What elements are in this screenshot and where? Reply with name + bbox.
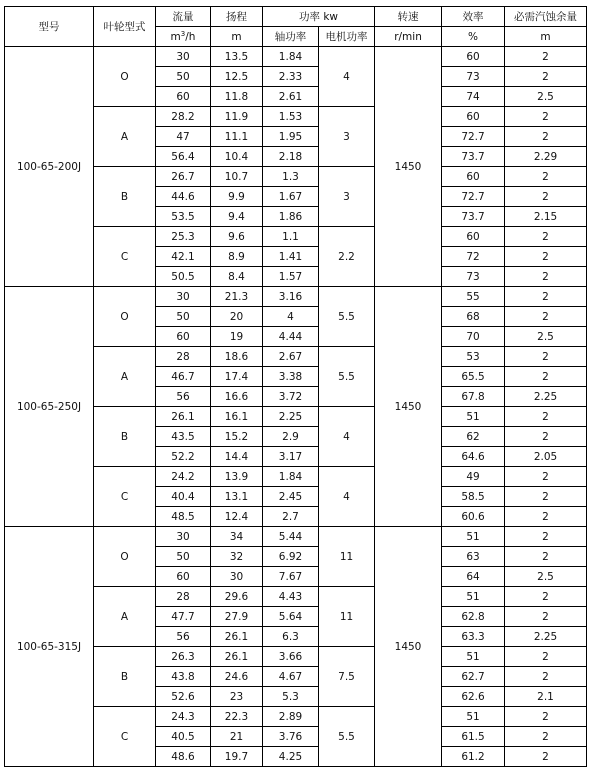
flow-cell: 50 [156, 307, 211, 327]
flow-cell: 26.1 [156, 407, 211, 427]
flow-cell: 40.4 [156, 487, 211, 507]
efficiency-cell: 49 [442, 467, 505, 487]
efficiency-cell: 61.5 [442, 727, 505, 747]
flow-cell: 52.2 [156, 447, 211, 467]
shaft-power-cell: 4.25 [263, 747, 319, 767]
flow-cell: 60 [156, 567, 211, 587]
motor-power-cell: 5.5 [319, 347, 375, 407]
head-cell: 8.9 [211, 247, 263, 267]
shaft-power-cell: 2.89 [263, 707, 319, 727]
flow-cell: 50.5 [156, 267, 211, 287]
head-cell: 24.6 [211, 667, 263, 687]
impeller-type-cell: C [94, 227, 156, 287]
flow-cell: 30 [156, 527, 211, 547]
shaft-power-cell: 2.18 [263, 147, 319, 167]
flow-cell: 43.5 [156, 427, 211, 447]
shaft-power-cell: 3.72 [263, 387, 319, 407]
header-impeller-type: 叶轮型式 [94, 7, 156, 47]
impeller-type-cell: A [94, 587, 156, 647]
shaft-power-cell: 4.43 [263, 587, 319, 607]
shaft-power-cell: 4.67 [263, 667, 319, 687]
efficiency-cell: 60 [442, 227, 505, 247]
efficiency-cell: 60 [442, 47, 505, 67]
npshr-cell: 2.29 [505, 147, 587, 167]
head-cell: 21 [211, 727, 263, 747]
header-row-1 [5, 7, 587, 27]
efficiency-cell: 68 [442, 307, 505, 327]
shaft-power-cell: 5.64 [263, 607, 319, 627]
shaft-power-cell: 2.9 [263, 427, 319, 447]
motor-power-cell: 11 [319, 587, 375, 647]
impeller-type-cell: A [94, 347, 156, 407]
flow-cell: 28 [156, 347, 211, 367]
flow-cell: 60 [156, 87, 211, 107]
head-cell: 26.1 [211, 627, 263, 647]
flow-cell: 28 [156, 587, 211, 607]
head-cell: 32 [211, 547, 263, 567]
shaft-power-cell: 1.86 [263, 207, 319, 227]
npshr-cell: 2 [505, 647, 587, 667]
motor-power-cell: 4 [319, 407, 375, 467]
head-cell: 9.9 [211, 187, 263, 207]
efficiency-cell: 63 [442, 547, 505, 567]
flow-cell: 40.5 [156, 727, 211, 747]
npshr-cell: 2 [505, 487, 587, 507]
speed-cell: 1450 [375, 287, 442, 527]
npshr-cell: 2 [505, 467, 587, 487]
flow-cell: 43.8 [156, 667, 211, 687]
efficiency-cell: 65.5 [442, 367, 505, 387]
npshr-cell: 2 [505, 247, 587, 267]
head-cell: 21.3 [211, 287, 263, 307]
motor-power-cell: 3 [319, 107, 375, 167]
npshr-cell: 2.5 [505, 567, 587, 587]
motor-power-cell: 2.2 [319, 227, 375, 287]
shaft-power-cell: 7.67 [263, 567, 319, 587]
head-cell: 27.9 [211, 607, 263, 627]
head-cell: 16.1 [211, 407, 263, 427]
npshr-cell: 2.25 [505, 627, 587, 647]
efficiency-cell: 72.7 [442, 187, 505, 207]
flow-cell: 47.7 [156, 607, 211, 627]
head-cell: 9.6 [211, 227, 263, 247]
table-row [5, 287, 587, 307]
efficiency-cell: 73 [442, 67, 505, 87]
shaft-power-cell: 2.61 [263, 87, 319, 107]
flow-cell: 30 [156, 287, 211, 307]
npshr-cell: 2 [505, 287, 587, 307]
header-power: 功率 kw [263, 7, 375, 27]
motor-power-cell: 3 [319, 167, 375, 227]
shaft-power-cell: 1.53 [263, 107, 319, 127]
efficiency-cell: 73 [442, 267, 505, 287]
efficiency-cell: 51 [442, 407, 505, 427]
shaft-power-cell: 5.44 [263, 527, 319, 547]
efficiency-cell: 67.8 [442, 387, 505, 407]
table-row [5, 527, 587, 547]
efficiency-cell: 62.7 [442, 667, 505, 687]
shaft-power-cell: 6.3 [263, 627, 319, 647]
efficiency-cell: 70 [442, 327, 505, 347]
efficiency-cell: 55 [442, 287, 505, 307]
impeller-type-cell: O [94, 527, 156, 587]
npshr-cell: 2 [505, 407, 587, 427]
head-cell: 23 [211, 687, 263, 707]
head-cell: 13.1 [211, 487, 263, 507]
npshr-cell: 2 [505, 347, 587, 367]
head-cell: 19.7 [211, 747, 263, 767]
shaft-power-cell: 1.3 [263, 167, 319, 187]
table-row [5, 47, 587, 67]
npshr-cell: 2 [505, 427, 587, 447]
head-cell: 15.2 [211, 427, 263, 447]
flow-cell: 56 [156, 627, 211, 647]
npshr-cell: 2 [505, 527, 587, 547]
head-cell: 17.4 [211, 367, 263, 387]
flow-cell: 44.6 [156, 187, 211, 207]
header-flow-unit [156, 27, 211, 47]
efficiency-cell: 53 [442, 347, 505, 367]
impeller-type-cell: B [94, 647, 156, 707]
flow-cell: 24.2 [156, 467, 211, 487]
head-cell: 11.8 [211, 87, 263, 107]
efficiency-cell: 63.3 [442, 627, 505, 647]
shaft-power-cell: 1.1 [263, 227, 319, 247]
shaft-power-cell: 1.95 [263, 127, 319, 147]
impeller-type-cell: C [94, 707, 156, 767]
shaft-power-cell: 1.84 [263, 467, 319, 487]
head-cell: 8.4 [211, 267, 263, 287]
flow-cell: 48.6 [156, 747, 211, 767]
head-cell: 10.4 [211, 147, 263, 167]
header-flow: 流量 [156, 7, 211, 27]
npshr-cell: 2.15 [505, 207, 587, 227]
efficiency-cell: 64 [442, 567, 505, 587]
efficiency-cell: 58.5 [442, 487, 505, 507]
flow-cell: 52.6 [156, 687, 211, 707]
npshr-cell: 2 [505, 667, 587, 687]
shaft-power-cell: 4.44 [263, 327, 319, 347]
head-cell: 18.6 [211, 347, 263, 367]
efficiency-cell: 74 [442, 87, 505, 107]
head-cell: 30 [211, 567, 263, 587]
efficiency-cell: 64.6 [442, 447, 505, 467]
flow-cell: 56 [156, 387, 211, 407]
npshr-cell: 2 [505, 727, 587, 747]
efficiency-cell: 60.6 [442, 507, 505, 527]
npshr-cell: 2 [505, 267, 587, 287]
shaft-power-cell: 1.41 [263, 247, 319, 267]
flow-cell: 56.4 [156, 147, 211, 167]
flow-cell: 24.3 [156, 707, 211, 727]
shaft-power-cell: 3.76 [263, 727, 319, 747]
header-speed-unit: r/min [375, 27, 442, 47]
impeller-type-cell: B [94, 407, 156, 467]
header-head-unit: m [211, 27, 263, 47]
shaft-power-cell: 3.66 [263, 647, 319, 667]
head-cell: 22.3 [211, 707, 263, 727]
efficiency-cell: 73.7 [442, 207, 505, 227]
efficiency-cell: 60 [442, 107, 505, 127]
impeller-type-cell: O [94, 47, 156, 107]
shaft-power-cell: 1.57 [263, 267, 319, 287]
npshr-cell: 2 [505, 227, 587, 247]
header-efficiency: 效率 [442, 7, 505, 27]
motor-power-cell: 7.5 [319, 647, 375, 707]
efficiency-cell: 62.6 [442, 687, 505, 707]
npshr-cell: 2 [505, 67, 587, 87]
flow-unit-suffix: /h [185, 30, 196, 43]
npshr-cell: 2.5 [505, 327, 587, 347]
npshr-cell: 2.05 [505, 447, 587, 467]
npshr-cell: 2 [505, 367, 587, 387]
flow-cell: 46.7 [156, 367, 211, 387]
flow-cell: 26.3 [156, 647, 211, 667]
header-shaft-power: 轴功率 [263, 27, 319, 47]
flow-cell: 25.3 [156, 227, 211, 247]
npshr-cell: 2 [505, 307, 587, 327]
model-cell: 100-65-315J [5, 527, 94, 767]
flow-cell: 50 [156, 547, 211, 567]
shaft-power-cell: 3.16 [263, 287, 319, 307]
flow-cell: 48.5 [156, 507, 211, 527]
shaft-power-cell: 2.67 [263, 347, 319, 367]
efficiency-cell: 51 [442, 527, 505, 547]
head-cell: 12.4 [211, 507, 263, 527]
head-cell: 12.5 [211, 67, 263, 87]
head-cell: 10.7 [211, 167, 263, 187]
head-cell: 13.5 [211, 47, 263, 67]
npshr-cell: 2 [505, 47, 587, 67]
speed-cell: 1450 [375, 47, 442, 287]
flow-cell: 53.5 [156, 207, 211, 227]
head-cell: 9.4 [211, 207, 263, 227]
motor-power-cell: 5.5 [319, 707, 375, 767]
model-cell: 100-65-250J [5, 287, 94, 527]
header-motor-power: 电机功率 [319, 27, 375, 47]
flow-cell: 26.7 [156, 167, 211, 187]
flow-cell: 28.2 [156, 107, 211, 127]
model-cell: 100-65-200J [5, 47, 94, 287]
efficiency-cell: 51 [442, 707, 505, 727]
shaft-power-cell: 2.33 [263, 67, 319, 87]
pump-performance-table [4, 6, 587, 767]
head-cell: 19 [211, 327, 263, 347]
efficiency-cell: 51 [442, 647, 505, 667]
header-npshr: 必需汽蚀余量 [505, 7, 587, 27]
header-npshr-unit: m [505, 27, 587, 47]
flow-unit-prefix: m [170, 30, 181, 43]
shaft-power-cell: 4 [263, 307, 319, 327]
efficiency-cell: 72 [442, 247, 505, 267]
impeller-type-cell: B [94, 167, 156, 227]
head-cell: 26.1 [211, 647, 263, 667]
npshr-cell: 2 [505, 547, 587, 567]
efficiency-cell: 72.7 [442, 127, 505, 147]
npshr-cell: 2 [505, 167, 587, 187]
head-cell: 20 [211, 307, 263, 327]
header-head: 扬程 [211, 7, 263, 27]
shaft-power-cell: 2.45 [263, 487, 319, 507]
head-cell: 11.1 [211, 127, 263, 147]
npshr-cell: 2.5 [505, 87, 587, 107]
shaft-power-cell: 3.38 [263, 367, 319, 387]
impeller-type-cell: A [94, 107, 156, 167]
npshr-cell: 2 [505, 187, 587, 207]
npshr-cell: 2 [505, 587, 587, 607]
impeller-type-cell: O [94, 287, 156, 347]
shaft-power-cell: 2.25 [263, 407, 319, 427]
efficiency-cell: 51 [442, 587, 505, 607]
flow-unit-sup: 3 [180, 29, 186, 38]
shaft-power-cell: 5.3 [263, 687, 319, 707]
motor-power-cell: 11 [319, 527, 375, 587]
npshr-cell: 2 [505, 707, 587, 727]
shaft-power-cell: 1.84 [263, 47, 319, 67]
flow-cell: 50 [156, 67, 211, 87]
motor-power-cell: 4 [319, 47, 375, 107]
efficiency-cell: 73.7 [442, 147, 505, 167]
impeller-type-cell: C [94, 467, 156, 527]
head-cell: 14.4 [211, 447, 263, 467]
efficiency-cell: 62.8 [442, 607, 505, 627]
motor-power-cell: 4 [319, 467, 375, 527]
npshr-cell: 2 [505, 607, 587, 627]
flow-cell: 47 [156, 127, 211, 147]
head-cell: 16.6 [211, 387, 263, 407]
header-speed: 转速 [375, 7, 442, 27]
shaft-power-cell: 6.92 [263, 547, 319, 567]
npshr-cell: 2.1 [505, 687, 587, 707]
efficiency-cell: 62 [442, 427, 505, 447]
npshr-cell: 2 [505, 507, 587, 527]
flow-cell: 60 [156, 327, 211, 347]
speed-cell: 1450 [375, 527, 442, 767]
head-cell: 34 [211, 527, 263, 547]
efficiency-cell: 61.2 [442, 747, 505, 767]
npshr-cell: 2.25 [505, 387, 587, 407]
efficiency-cell: 60 [442, 167, 505, 187]
motor-power-cell: 5.5 [319, 287, 375, 347]
header-model: 型号 [5, 7, 94, 47]
header-efficiency-unit: % [442, 27, 505, 47]
flow-cell: 30 [156, 47, 211, 67]
table-body [5, 47, 587, 767]
head-cell: 13.9 [211, 467, 263, 487]
shaft-power-cell: 1.67 [263, 187, 319, 207]
flow-cell: 42.1 [156, 247, 211, 267]
shaft-power-cell: 3.17 [263, 447, 319, 467]
npshr-cell: 2 [505, 747, 587, 767]
shaft-power-cell: 2.7 [263, 507, 319, 527]
npshr-cell: 2 [505, 127, 587, 147]
npshr-cell: 2 [505, 107, 587, 127]
head-cell: 29.6 [211, 587, 263, 607]
head-cell: 11.9 [211, 107, 263, 127]
